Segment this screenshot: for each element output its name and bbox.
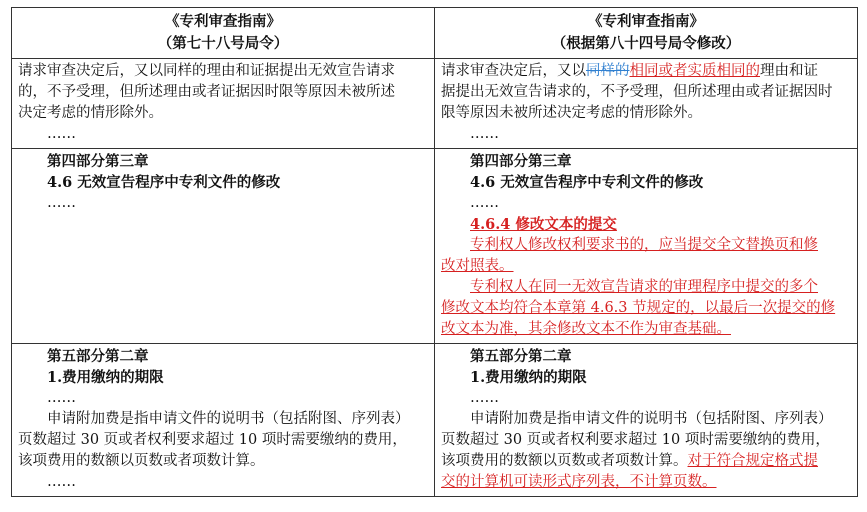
table-row xyxy=(12,59,858,149)
text-line: 该项费用的数额以页数或者项数计算。 xyxy=(18,453,265,469)
inserted-span: 交的计算机可读形式序列表，不计算页数。 xyxy=(441,474,717,490)
right-header-subtitle: （根据第八十四号局令修改） xyxy=(551,35,741,52)
inserted-span: 改文本为准，其余修改文本不作为审查基础。 xyxy=(441,321,731,337)
section-title: 1.费用缴纳的期限 xyxy=(47,369,164,386)
comparison-table xyxy=(11,7,858,497)
text-line: 页数超过 30 页或者权利要求超过 10 项时需要缴纳的费用， xyxy=(441,432,830,448)
section-title: 4.6 无效宣告程序中专利文件的修改 xyxy=(470,174,704,191)
left-header xyxy=(12,8,435,59)
right-cell xyxy=(435,59,858,149)
section-heading: 第五部分第二章 xyxy=(47,348,149,365)
left-header-subtitle: （第七十八号局令） xyxy=(157,35,289,52)
section-heading: 第四部分第三章 xyxy=(47,153,149,170)
inserted-span: 改对照表。 xyxy=(441,258,514,274)
section-title: 1.费用缴纳的期限 xyxy=(470,369,587,386)
inserted-text: 专利权人修改权利要求书的，应当提交全文替换页和修 xyxy=(470,237,818,253)
text-line: 页数超过 30 页或者权利要求超过 10 项时需要缴纳的费用， xyxy=(18,432,407,448)
section-heading: 第四部分第三章 xyxy=(470,153,572,170)
deleted-text: 同样的 xyxy=(586,63,630,79)
text-line: 据提出无效宣告请求的，不予受理，但所述理由或者证据因时 xyxy=(441,84,833,100)
text-span: 理由和证 xyxy=(760,63,818,79)
section-heading: 第五部分第二章 xyxy=(470,348,572,365)
ellipsis: …… xyxy=(47,474,76,490)
ellipsis: …… xyxy=(47,126,76,142)
right-cell xyxy=(435,149,858,344)
table-row xyxy=(12,149,858,344)
ellipsis: …… xyxy=(470,126,499,142)
ellipsis: …… xyxy=(470,390,499,406)
table-row xyxy=(12,344,858,497)
inserted-heading: 4.6.4 修改文本的提交 xyxy=(470,216,617,233)
ellipsis: …… xyxy=(47,195,76,211)
inserted-text xyxy=(441,472,851,493)
inserted-text: 相同或者实质相同的 xyxy=(629,63,760,79)
text-line: 申请附加费是指申请文件的说明书（包括附图、序列表） xyxy=(470,411,833,427)
text-span: 请求审查决定后，又以 xyxy=(441,63,586,79)
text-line: 的，不予受理，但所述理由或者证据因时限等原因未被所述 xyxy=(18,84,395,100)
text-line: 申请附加费是指申请文件的说明书（包括附图、序列表） xyxy=(47,411,410,427)
text-line: 限等原因未被所述决定考虑的情形除外。 xyxy=(441,105,702,121)
inserted-text xyxy=(441,256,851,277)
text-line: 请求审查决定后，又以同样的理由和证据提出无效宣告请求 xyxy=(18,63,395,79)
left-header-title: 《专利审查指南》 xyxy=(165,13,281,30)
inserted-text xyxy=(441,319,851,340)
left-cell xyxy=(12,59,435,149)
inserted-text: 专利权人在同一无效宣告请求的审理程序中提交的多个 xyxy=(470,279,818,295)
right-header-title: 《专利审查指南》 xyxy=(588,13,704,30)
left-cell xyxy=(12,149,435,344)
left-cell xyxy=(12,344,435,497)
text-line: 决定考虑的情形除外。 xyxy=(18,105,163,121)
ellipsis: …… xyxy=(470,195,499,211)
section-title: 4.6 无效宣告程序中专利文件的修改 xyxy=(47,174,281,191)
inserted-text: 修改文本均符合本章第 4.6.3 节规定的，以最后一次提交的修 xyxy=(441,300,836,316)
right-cell xyxy=(435,344,858,497)
text-span: 该项费用的数额以页数或者项数计算。 xyxy=(441,453,688,469)
ellipsis: …… xyxy=(47,390,76,406)
header-row xyxy=(12,8,858,59)
text-line xyxy=(441,451,851,472)
right-header xyxy=(435,8,858,59)
inserted-text: 对于符合规定格式提 xyxy=(687,453,818,469)
text-line xyxy=(441,61,851,82)
